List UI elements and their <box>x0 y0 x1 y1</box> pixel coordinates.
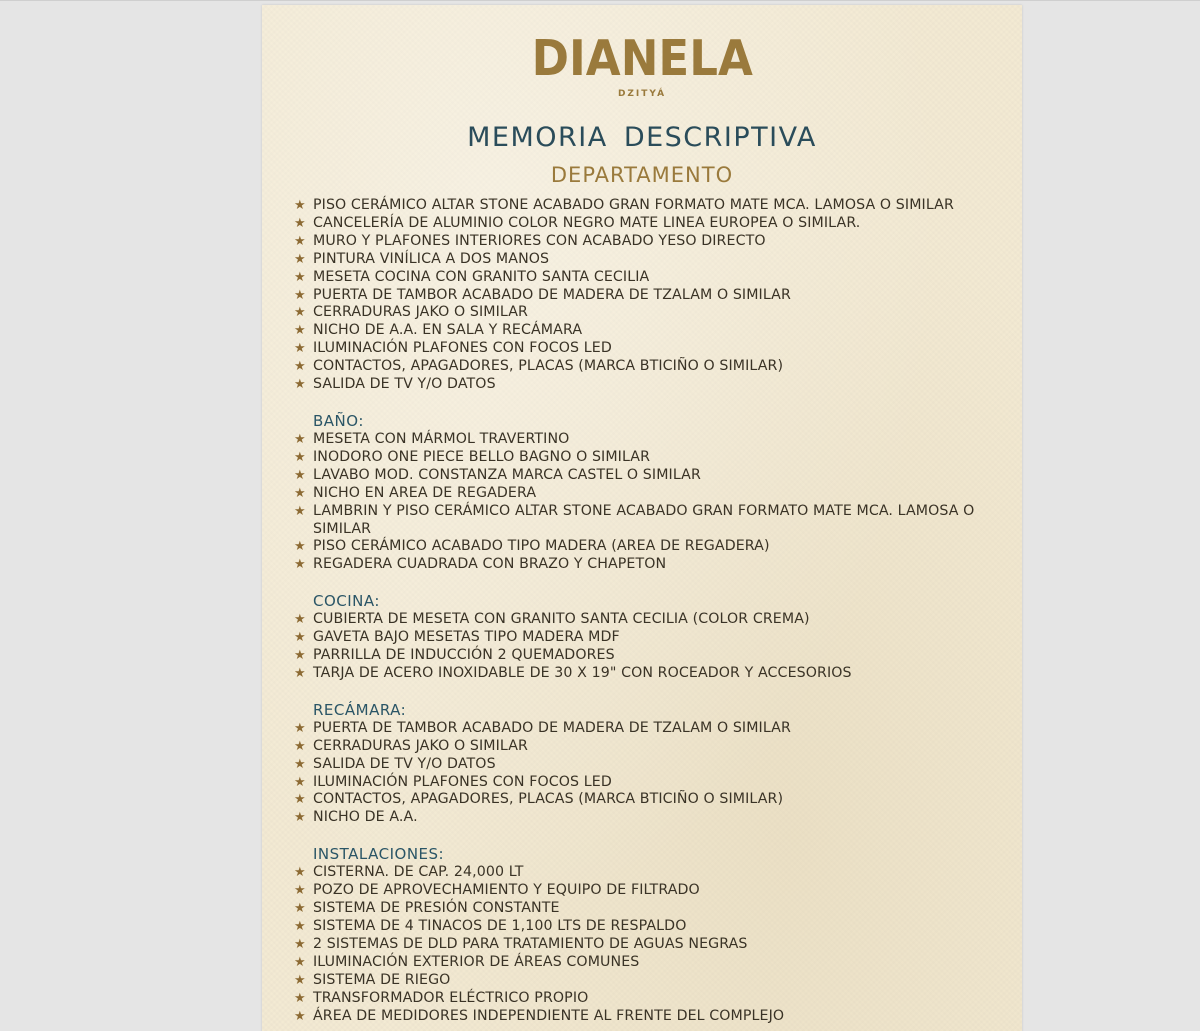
list-item-text: GAVETA BAJO MESETAS TIPO MADERA MDF <box>313 629 620 646</box>
list-item-text: NICHO EN AREA DE REGADERA <box>313 484 537 501</box>
list-item <box>294 358 994 376</box>
list-item-text: SISTEMA DE 4 TINACOS DE 1,100 LTS DE RESPALDO <box>313 918 687 934</box>
star-icon: ★ <box>294 503 306 519</box>
list-item-text: INODORO ONE PIECE BELLO BAGNO O SIMILAR <box>313 448 651 465</box>
list-item-text: CONTACTOS, APAGADORES, PLACAS (MARCA BTICIÑO O SIMILAR) <box>313 791 784 808</box>
list-item <box>294 756 994 774</box>
list-item <box>294 556 994 574</box>
star-icon: ★ <box>294 936 306 952</box>
spec-section <box>294 592 994 683</box>
star-icon: ★ <box>294 431 306 447</box>
list-item-text: CUBIERTA DE MESETA CON GRANITO SANTA CECILIA (COLOR CREMA) <box>313 611 810 628</box>
list-item-text: MESETA CON MÁRMOL TRAVERTINO <box>313 430 570 447</box>
star-icon: ★ <box>294 738 306 754</box>
specification-list <box>294 197 994 1025</box>
list-item <box>294 340 994 358</box>
list-item <box>294 809 994 827</box>
star-icon: ★ <box>294 1008 306 1024</box>
list-item <box>294 972 994 990</box>
star-icon: ★ <box>294 990 306 1006</box>
list-item-text: ILUMINACIÓN PLAFONES CON FOCOS LED <box>313 773 612 790</box>
star-icon: ★ <box>294 557 306 573</box>
list-item-text: NICHO DE A.A. <box>313 809 418 826</box>
list-item-text: ILUMINACIÓN EXTERIOR DE ÁREAS COMUNES <box>313 953 640 970</box>
list-item-text: CONTACTOS, APAGADORES, PLACAS (MARCA BTICIÑO O SIMILAR) <box>313 358 784 375</box>
list-item <box>294 720 994 738</box>
list-item-text: TRANSFORMADOR ELÉCTRICO PROPIO <box>313 989 589 1006</box>
star-icon: ★ <box>294 233 306 249</box>
list-item <box>294 197 994 215</box>
list-item <box>294 738 994 756</box>
list-item <box>294 791 994 809</box>
list-item-text: LAVABO MOD. CONSTANZA MARCA CASTEL O SIMILAR <box>313 466 701 483</box>
list-item <box>294 1008 994 1026</box>
star-icon: ★ <box>294 198 306 213</box>
star-icon: ★ <box>294 810 306 826</box>
list-item-text: ÁREA DE MEDIDORES INDEPENDIENTE AL FRENTE DEL COMPLEJO <box>313 1007 785 1024</box>
list-item-text: REGADERA CUADRADA CON BRAZO Y CHAPETON <box>313 556 667 573</box>
star-icon: ★ <box>294 341 306 357</box>
list-item-text: SISTEMA DE RIEGO <box>313 971 451 988</box>
list-item-text: 2 SISTEMAS DE DLD PARA TRATAMIENTO DE AGUAS NEGRAS <box>313 935 748 952</box>
star-icon: ★ <box>294 612 306 628</box>
list-item-text: CANCELERÍA DE ALUMINIO COLOR NEGRO MATE LINEA EUROPEA O SIMILAR. <box>313 214 861 231</box>
section-title: BAÑO: <box>313 411 364 430</box>
star-icon: ★ <box>294 485 306 501</box>
list-item <box>294 449 994 467</box>
document-title: MEMORIA DESCRIPTIVA <box>467 122 817 153</box>
list-item <box>294 665 994 683</box>
list-item <box>294 233 994 251</box>
star-icon: ★ <box>294 665 306 681</box>
list-item-text: MESETA COCINA CON GRANITO SANTA CECILIA <box>313 268 650 285</box>
logo-subtitle: DZITYÁ <box>617 89 667 99</box>
section-title: RECÁMARA: <box>313 700 407 719</box>
list-item-text: CERRADURAS JAKO O SIMILAR <box>313 737 528 754</box>
section-title: COCINA: <box>313 592 380 611</box>
list-item <box>294 647 994 665</box>
star-icon: ★ <box>294 774 306 790</box>
star-icon: ★ <box>294 269 306 285</box>
list-item-text: NICHO DE A.A. EN SALA Y RECÁMARA <box>313 322 583 339</box>
list-item <box>294 864 994 882</box>
star-icon: ★ <box>294 792 306 808</box>
list-item <box>294 936 994 954</box>
list-item-text: CERRADURAS JAKO O SIMILAR <box>313 304 528 321</box>
logo-name: DIANELA <box>531 30 753 87</box>
list-item-text: TARJA DE ACERO INOXIDABLE DE 30 X 19" CON ROCEADOR Y ACCESORIOS <box>313 664 852 681</box>
spec-section <box>294 412 994 574</box>
section-title: INSTALACIONES: <box>313 845 445 864</box>
list-item-text: PINTURA VINÍLICA A DOS MANOS <box>313 250 550 267</box>
list-item-text: MURO Y PLAFONES INTERIORES CON ACABADO YESO DIRECTO <box>313 232 766 249</box>
list-item <box>294 376 994 394</box>
list-item-text: PUERTA DE TAMBOR ACABADO DE MADERA DE TZALAM O SIMILAR <box>313 286 791 303</box>
list-item <box>294 304 994 322</box>
list-item <box>294 629 994 647</box>
spec-section <box>294 197 994 394</box>
star-icon: ★ <box>294 901 306 917</box>
document-page <box>262 5 1022 1031</box>
list-item-text: SALIDA DE TV Y/O DATOS <box>313 376 496 393</box>
list-item-text: SISTEMA DE PRESIÓN CONSTANTE <box>313 900 560 917</box>
star-icon: ★ <box>294 954 306 970</box>
list-item <box>294 215 994 233</box>
list-item-text: LAMBRIN Y PISO CERÁMICO ALTAR STONE ACABADO GRAN FORMATO MATE MCA. LAMOSA O SIMILAR <box>313 502 975 537</box>
list-item-text: PISO CERÁMICO ALTAR STONE ACABADO GRAN FORMATO MATE MCA. LAMOSA O SIMILAR <box>313 197 954 213</box>
star-icon: ★ <box>294 359 306 375</box>
star-icon: ★ <box>294 251 306 267</box>
star-icon: ★ <box>294 539 306 555</box>
list-item <box>294 538 994 556</box>
star-icon: ★ <box>294 467 306 483</box>
list-item <box>294 918 994 936</box>
list-item <box>294 954 994 972</box>
star-icon: ★ <box>294 305 306 321</box>
star-icon: ★ <box>294 377 306 393</box>
document-subtitle: DEPARTAMENTO <box>550 163 734 187</box>
star-icon: ★ <box>294 756 306 772</box>
list-item <box>294 322 994 340</box>
list-item-text: PARRILLA DE INDUCCIÓN 2 QUEMADORES <box>313 647 615 664</box>
star-icon: ★ <box>294 630 306 646</box>
star-icon: ★ <box>294 972 306 988</box>
list-item <box>294 503 994 539</box>
list-item-text: CISTERNA. DE CAP. 24,000 LT <box>313 864 524 881</box>
list-item-text: PUERTA DE TAMBOR ACABADO DE MADERA DE TZALAM O SIMILAR <box>313 719 791 736</box>
list-item-text: SALIDA DE TV Y/O DATOS <box>313 755 496 772</box>
star-icon: ★ <box>294 648 306 664</box>
list-item-text: PISO CERÁMICO ACABADO TIPO MADERA (AREA DE REGADERA) <box>313 538 770 555</box>
list-item <box>294 900 994 918</box>
list-item <box>294 990 994 1008</box>
star-icon: ★ <box>294 919 306 934</box>
dianela-logo <box>262 31 1022 99</box>
list-item <box>294 431 994 449</box>
spec-section <box>294 845 994 1025</box>
spec-section <box>294 701 994 827</box>
list-item-text: POZO DE APROVECHAMIENTO Y EQUIPO DE FILTRADO <box>313 882 700 899</box>
list-item-text: ILUMINACIÓN PLAFONES CON FOCOS LED <box>313 340 612 357</box>
star-icon: ★ <box>294 287 306 303</box>
list-item <box>294 251 994 269</box>
list-item <box>294 611 994 629</box>
star-icon: ★ <box>294 720 306 736</box>
star-icon: ★ <box>294 883 306 899</box>
list-item <box>294 882 994 900</box>
star-icon: ★ <box>294 215 306 231</box>
list-item <box>294 774 994 792</box>
list-item <box>294 269 994 287</box>
star-icon: ★ <box>294 865 306 881</box>
list-item <box>294 287 994 305</box>
list-item <box>294 467 994 485</box>
star-icon: ★ <box>294 449 306 465</box>
list-item <box>294 485 994 503</box>
star-icon: ★ <box>294 323 306 339</box>
